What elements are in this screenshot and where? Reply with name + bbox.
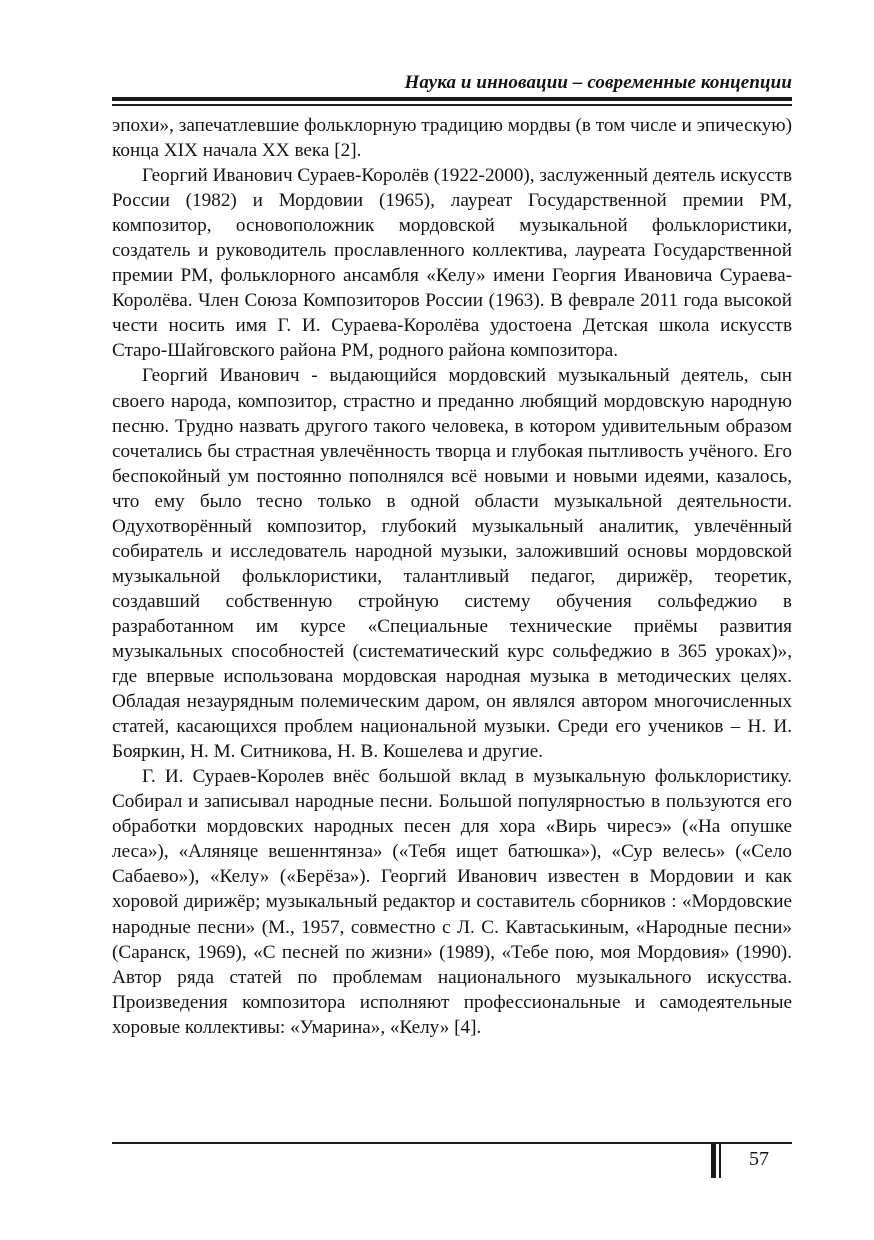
footer-bar-thin [719,1142,721,1178]
paragraph-biography: Георгий Иванович Сураев-Королёв (1922-2000), заслуженный деятель искусств России (1982) и Мордовии (1965), лауреат Государственной премии РМ, композитор, основоположник мордовской музыкальной фольклористики, создатель и руководитель прославленного коллектива, лауреата Государственной премии РМ, фольклорного ансамбля «Келу» имени Георгия Ивановича Сураева-Королёва. Член Союза Композиторов России (1963). В феврале 2011 года высокой чести носить имя Г. И. Сураева-Королёва удостоена Детская школа искусств Старо-Шайговского района РМ, родного района композитора. [112,165,792,362]
page-number: 57 [749,1148,769,1170]
footer-rule [112,1142,792,1144]
header-rule-thin [112,104,792,106]
running-head-title: Наука и инновации – современные концепции [404,72,792,93]
paragraph-character: Георгий Иванович - выдающийся мордовский музыкальный деятель, сын своего народа, композитор, страстно и преданно любящий мордовскую народную песню. Трудно назвать другого такого человека, в котором удивительным образом сочетались бы страстная увлечённость творца и глубокая пытливость учёного. Его беспокойный ум постоянно пополнялся всё новыми и новыми идеями, казалось, что ему было тесно только в одной области музыкальной деятельности. Одухотворённый композитор, глубокий музыкальный аналитик, увлечённый собиратель и исследователь народной музыки, заложивший основы мордовской музыкальной фольклористики, талантливый педагог, дирижёр, теоретик, создавший собственную стройную систему обучения сольфеджио в разработанном им курсе «Специальные технические приёмы развития музыкальных способностей (систематический курс сольфеджио в 365 уроках)», где впервые использована мордовская народная музыка в методических целях. Обладая незаурядным полемическим даром, он являлся автором многочисленных статей, касающихся проблем национальной музыки. Среди его учеников – Н. И. Бояркин, Н. М. Ситникова, Н. В. Кошелева и другие. [112,365,792,763]
paragraph-continuation: эпохи», запечатлевшие фольклорную традицию мордвы (в том числе и эпическую) конца XIX начала XX века [2]. [112,115,792,162]
header-rule-thick [112,97,792,101]
footer-bar-thick [711,1142,716,1178]
paragraph-contribution: Г. И. Сураев-Королев внёс большой вклад в музыкальную фольклористику. Собирал и записывал народные песни. Большой популярностью в пользуются его обработки мордовских народных песен для хора «Вирь чиресэ» («На опушке леса»), «Аляняце вешеннтянза» («Тебя ищет батюшка»), «Сур велесь» («Село Сабаево»), «Келу» («Берёза»). Георгий Иванович известен в Мордовии и как хоровой дирижёр; музыкальный редактор и составитель сборников : «Мордовские народные песни» (М., 1957, совместно с Л. С. Кавтаськиным, «Народные песни» (Саранск, 1969), «С песней по жизни» (1989), «Тебе пою, моя Мордовия» (1990). Автор ряда статей по проблемам национального музыкального искусства. Произведения композитора исполняют профессиональные и самодеятельные хоровые коллективы: «Умарина», «Келу» [4]. [112,766,792,1038]
article-body [112,113,792,1040]
